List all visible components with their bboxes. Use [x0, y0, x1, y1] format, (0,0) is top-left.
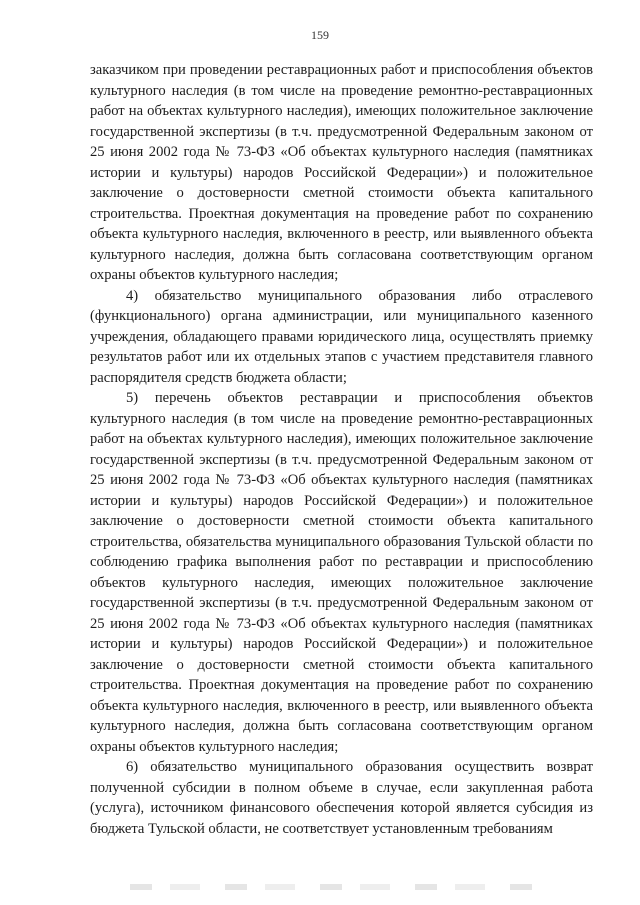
paragraph-item-5: 5) перечень объектов реставрации и приспособления объектов культурного наследия (в том числе на проведение ремонтно-реставрационных работ на объектах культурного наследия), имеющих положительное заключение государственной экспертизы (в т.ч. предусмотренной Федеральным законом от 25 июня 2002 года № 73-ФЗ «Об объектах культурного наследия (памятниках истории и культуры) народов Российской Федерации») и положительное заключение о достоверности сметной стоимости объекта капитального строительства, обязательства муниципального образования Тульской области по соблюдению графика выполнения работ по реставрации и приспособлению объектов культурного наследия, имеющих положительное заключение государственной экспертизы (в т.ч. предусмотренной Федеральным законом от 25 июня 2002 года № 73-ФЗ «Об объектах культурного наследия (памятниках истории и культуры) народов Российской Федерации») и положительное заключение о достоверности сметной стоимости объекта капитального строительства. Проектная документация на проведение работ по сохранению объекта культурного наследия, включенного в реестр, или выявленного объекта культурного наследия, должна быть согласована соответствующим органом охраны объектов культурного наследия;	[90, 390, 593, 755]
paragraph-item-6: 6) обязательство муниципального образования осуществить возврат полученной субсидии в полном объеме в случае, если закупленная работа (услуга), источником финансового обеспечения которой является субсидия из бюджета Тульской области, не соответствует установленным требованиям	[90, 759, 593, 837]
paragraph-item-4: 4) обязательство муниципального образования либо отраслевого (функционального) органа администрации, или муниципального казенного учреждения, обладающего правами юридического лица, осуществлять приемку результатов работ или их отдельных этапов с участием представителя главного распорядителя средств бюджета области;	[90, 287, 593, 386]
scan-artifact	[130, 884, 550, 890]
page-number: 159	[311, 28, 329, 42]
paragraph-continuation: заказчиком при проведении реставрационных работ и приспособления объектов культурного наследия (в том числе на проведение ремонтно-реставрационных работ на объектах культурного наследия), имеющих положительное заключение государственной экспертизы (в т.ч. предусмотренной Федеральным законом от 25 июня 2002 года № 73-ФЗ «Об объектах культурного наследия (памятниках истории и культуры) народов Российской Федерации») и положительное заключение о достоверности сметной стоимости объекта капитального строительства. Проектная документация на проведение работ по сохранению объекта культурного наследия, включенного в реестр, или выявленного объекта культурного наследия, должна быть согласована соответствующим органом охраны объектов культурного наследия;	[90, 62, 593, 283]
document-body	[90, 60, 593, 839]
